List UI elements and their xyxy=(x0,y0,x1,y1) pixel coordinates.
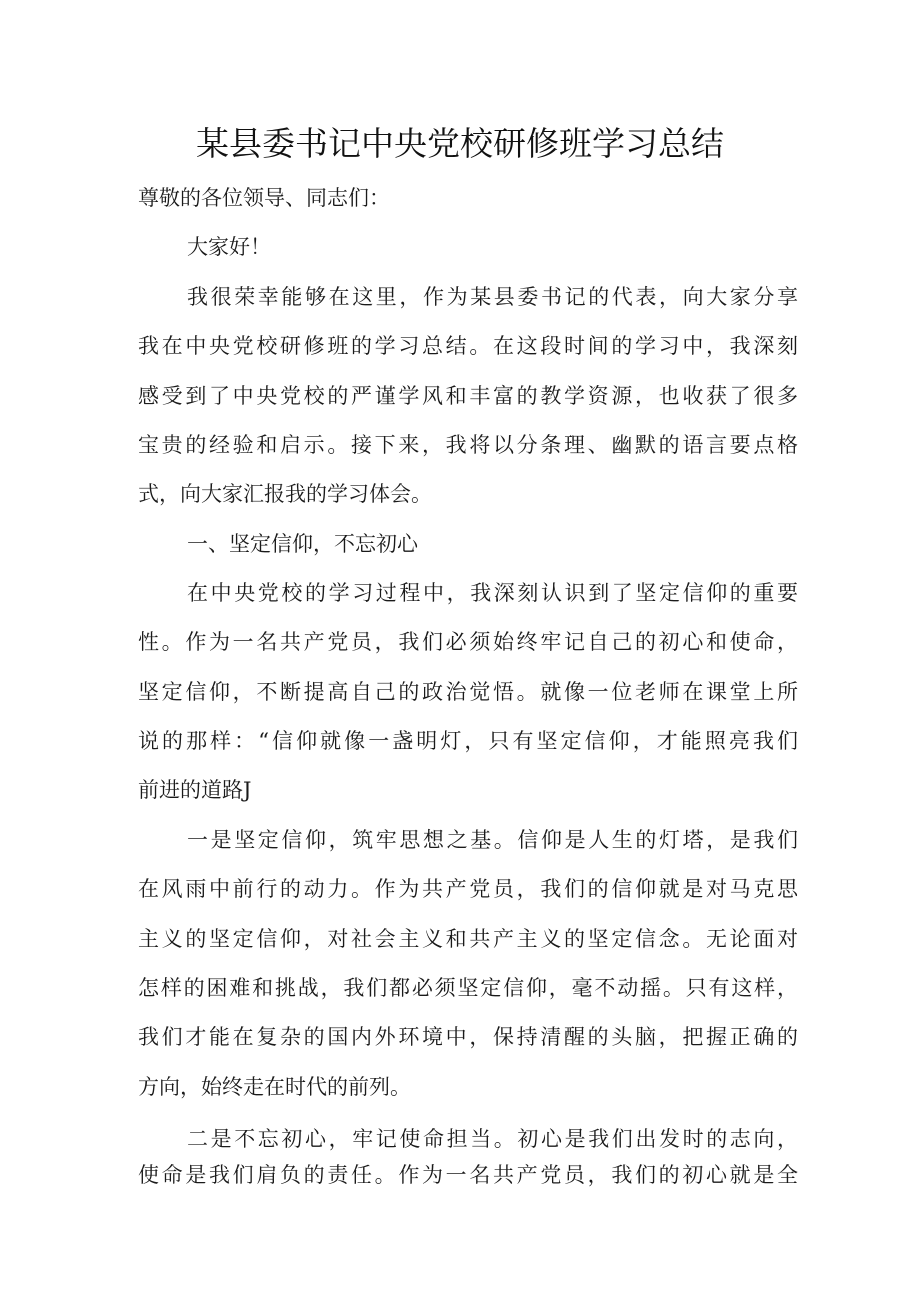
paragraph-line: 在中央党校的学习过程中，我深刻认识到了坚定信仰的重要 xyxy=(187,581,798,605)
paragraph-line: 式，向大家汇报我的学习体会。 xyxy=(138,482,432,506)
section-heading: 一、坚定信仰，不忘初心 xyxy=(187,532,418,556)
paragraph-line: 我在中央党校研修班的学习总结。在这段时间的学习中，我深刻 xyxy=(138,334,798,358)
paragraph-line: 我很荣幸能够在这里，作为某县委书记的代表，向大家分享 xyxy=(187,285,798,309)
paragraph-line: 一是坚定信仰，筑牢思想之基。信仰是人生的灯塔，是我们 xyxy=(187,828,798,852)
salutation: 尊敬的各位领导、同志们： xyxy=(138,186,390,210)
paragraph-line: 说的那样：“信仰就像一盏明灯，只有坚定信仰，才能照亮我们 xyxy=(138,729,798,753)
paragraph-line: 我们才能在复杂的国内外环境中，保持清醒的头脑，把握正确的 xyxy=(138,1025,798,1049)
paragraph-line: 前进的道路J xyxy=(138,778,252,802)
paragraph-line: 感受到了中央党校的严谨学风和丰富的教学资源，也收获了很多 xyxy=(138,384,798,408)
paragraph-line: 在风雨中前行的动力。作为共产党员，我们的信仰就是对马克思 xyxy=(138,877,798,901)
paragraph-line: 主义的坚定信仰，对社会主义和共产主义的坚定信念。无论面对 xyxy=(138,927,798,951)
paragraph-line: 怎样的困难和挑战，我们都必须坚定信仰，毫不动摇。只有这样， xyxy=(138,976,798,1000)
paragraph-line: 使命是我们肩负的责任。作为一名共产党员，我们的初心就是全 xyxy=(138,1163,798,1187)
paragraph-line: 方向，始终走在时代的前列。 xyxy=(138,1075,411,1099)
paragraph-line: 二是不忘初心，牢记使命担当。初心是我们出发时的志向， xyxy=(187,1127,798,1151)
paragraph-line: 坚定信仰，不断提高自己的政治觉悟。就像一位老师在课堂上所 xyxy=(138,680,798,704)
paragraph-line: 性。作为一名共产党员，我们必须始终牢记自己的初心和使命， xyxy=(138,630,798,654)
document-title: 某县委书记中央党校研修班学习总结 xyxy=(196,124,724,163)
greeting: 大家好！ xyxy=(187,235,271,259)
paragraph-line: 宝贵的经验和启示。接下来，我将以分条理、幽默的语言要点格 xyxy=(138,433,798,457)
